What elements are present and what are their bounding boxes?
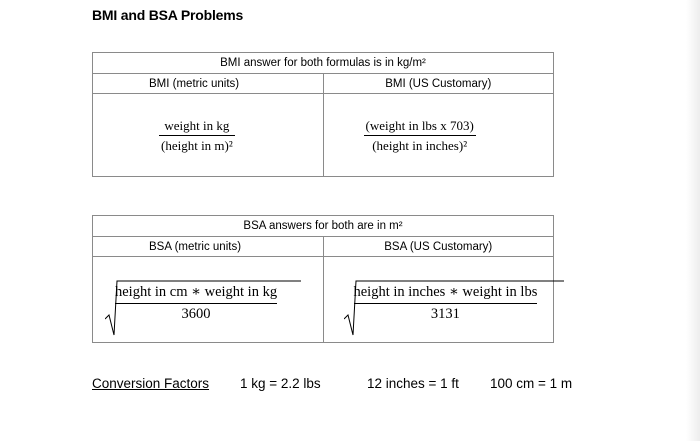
bmi-us-formula-cell [323,94,554,177]
conversion-cm-m: 100 cm = 1 m [490,376,573,391]
square-root-icon [344,275,564,337]
fraction-bar [364,135,476,136]
bsa-metric-numerator: height in cm ∗ weight in kg [115,284,278,300]
bmi-metric-numerator: weight in kg [164,117,230,133]
bmi-us-header: BMI (US Customary) [323,74,554,94]
bmi-us-formula [364,117,476,154]
bsa-us-formula-cell [323,257,554,343]
bsa-metric-formula-cell [93,257,324,343]
bsa-us-header: BSA (US Customary) [323,237,554,257]
bsa-table [92,215,554,343]
bsa-caption: BSA answers for both are in m² [93,216,554,237]
bmi-us-denominator: (height in inches)² [372,137,468,153]
bmi-metric-denominator: (height in m)² [161,137,233,153]
bsa-us-sqrt [344,275,538,324]
bsa-metric-header: BSA (metric units) [93,237,324,257]
bmi-metric-formula [159,117,235,154]
bmi-metric-formula-cell [93,94,324,177]
bsa-us-denominator: 3131 [430,306,460,322]
bsa-metric-sqrt [105,275,277,324]
square-root-icon [105,275,301,337]
bmi-metric-header: BMI (metric units) [93,74,324,94]
bsa-us-numerator: height in inches ∗ weight in lbs [353,284,538,300]
fraction-bar [159,135,235,136]
bmi-table [92,52,554,177]
conversion-kg-lbs: 1 kg = 2.2 lbs [240,376,321,391]
conversion-inches-ft: 12 inches = 1 ft [367,376,459,391]
bmi-us-numerator: (weight in lbs x 703) [365,117,474,133]
bsa-metric-denominator: 3600 [181,306,211,322]
page-edge-shadow [686,0,700,441]
conversion-factors-label: Conversion Factors [92,376,210,391]
page-title: BMI and BSA Problems [92,7,244,23]
bmi-caption: BMI answer for both formulas is in kg/m² [93,53,554,74]
